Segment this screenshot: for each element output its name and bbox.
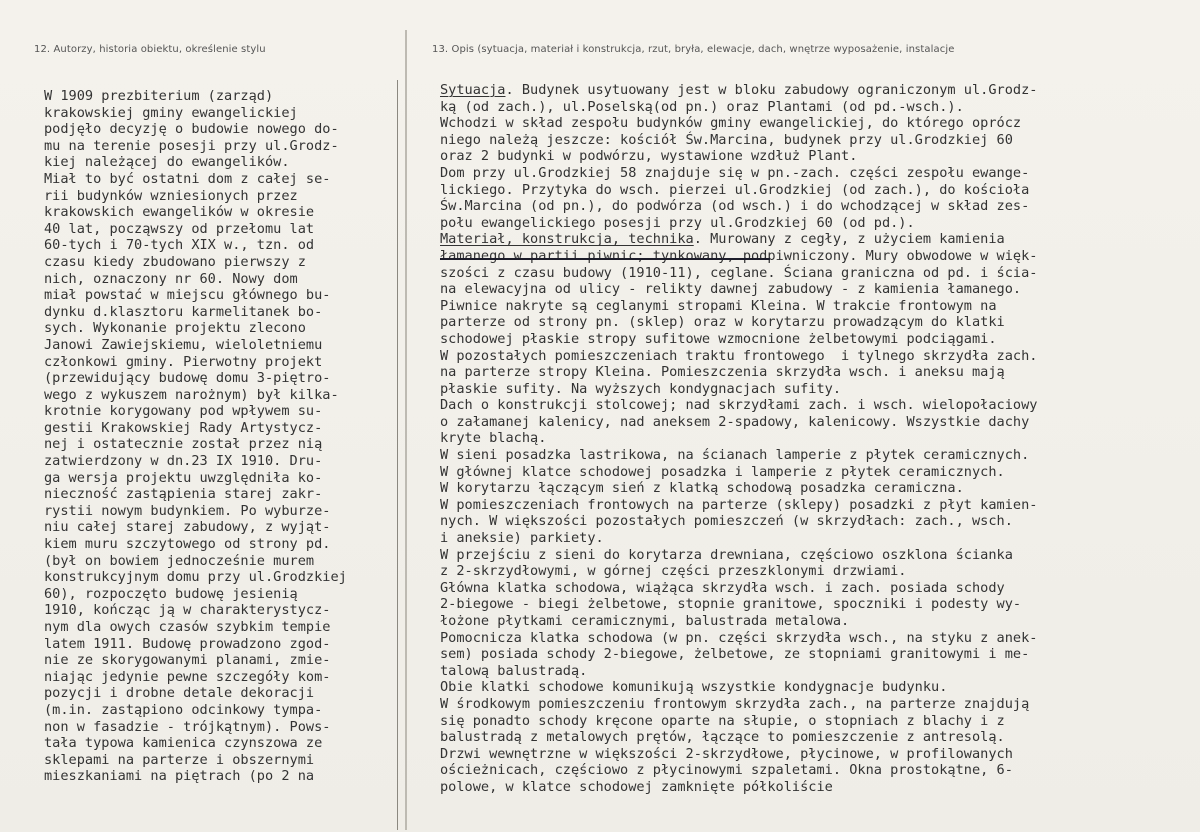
right-text-line: i aneksie) parkiety. — [440, 530, 604, 547]
right-text-line: Główna klatka schodowa, wiążąca skrzydła wsch. i zach. posiada schody — [440, 579, 1005, 596]
right-text-line: ościeżnicach, częściowo z płycinowymi szpaletami. Okna prostokątne, 6- — [440, 762, 1013, 779]
right-text-line: W środkowym pomieszczeniu frontowym skrzydła zach., na parterze znajdują — [440, 695, 1030, 712]
left-text-line: nieczność zastąpienia starej zakr- — [44, 486, 323, 503]
left-text-line: dynku d.klasztoru karmelitanek bo- — [44, 303, 323, 320]
right-text-line: ką (od zach.), ul.Poselską(od pn.) oraz Plantami (od pd.-wsch.). — [440, 98, 964, 115]
left-text-line: niu całej starej zabudowy, z wyjąt- — [44, 519, 331, 536]
right-text-line: parterze od strony pn. (sklep) oraz w korytarzu prowadzącym do klatki — [440, 314, 1005, 331]
right-text-line: sem) posiada schody 2-biegowe, żelbetowe, ze stopniami granitowymi i me- — [440, 646, 1030, 663]
left-text-line: latem 1911. Budowę prowadzono zgod- — [44, 635, 331, 652]
left-text-line: mu na terenie posesji przy ul.Grodz- — [44, 137, 339, 154]
column-divider — [405, 30, 407, 830]
right-text-line: schodowej płaskie stropy sufitowe wzmocnione żelbetowymi podciągami. — [440, 330, 997, 347]
right-text-line: Obie klatki schodowe komunikują wszystkie kondygnacje budynku. — [440, 679, 948, 696]
right-text-line: Piwnice nakryte są ceglanymi stropami Kleina. W trakcie frontowym na — [440, 297, 997, 314]
right-text-line: W korytarzu łączącym sień z klatką schodową posadzka ceramiczna. — [440, 480, 964, 497]
right-text-line: Św.Marcina (od pn.), do podwórza (od wsch.) i do wchodzącej w skład zes- — [440, 198, 1030, 215]
left-text-line: sych. Wykonanie projektu zlecono — [44, 320, 306, 337]
left-text-line: kiej należącej do ewangelików. — [44, 154, 290, 171]
left-text-line: konstrukcyjnym domu przy ul.Grodzkiej — [44, 569, 347, 586]
left-text-line: pozycji i drobne detale dekoracji — [44, 685, 315, 702]
left-text-line: (m.in. zastąpiono odcinkowy tympa- — [44, 701, 323, 718]
left-text-line: 60), rozpoczęto budowę jesienią — [44, 585, 298, 602]
right-text-line: lickiego. Przytyka do wsch. pierzei ul.Grodzkiej (od zach.), do kościoła — [440, 181, 1030, 198]
left-text-line: ga wersja projektu uwzględniła ko- — [44, 469, 323, 486]
left-text-line: tała typowa kamienica czynszowa ze — [44, 735, 323, 752]
right-text-line: na parterze stropy Kleina. Pomieszczenia skrzydła wsch. i aneksu mają — [440, 364, 1005, 381]
left-text-line: 1910, kończąc ją w charakterystycz- — [44, 602, 331, 619]
right-text-line: nych. W większości pozostałych pomieszczeń (w skrzydłach: zach., wsch. — [440, 513, 1013, 530]
right-text-line: W sieni posadzka lastrikowa, na ścianach lamperie z płytek ceramicznych. — [440, 447, 1030, 464]
right-text-line: 2-biegowe - biegi żelbetowe, stopnie granitowe, spoczniki i podesty wy- — [440, 596, 1022, 613]
right-text-line: W pozostałych pomieszczeniach traktu frontowego i tylnego skrzydła zach. — [440, 347, 1038, 364]
left-text-line: rii budynków wzniesionych przez — [44, 187, 298, 204]
right-text-line: na elewacyjna od ulicy - relikty dawnej zabudowy - z kamienia łamanego. — [440, 281, 1022, 298]
right-text-line: się ponadto schody kręcone oparte na słupie, o stopniach z blachy i z — [440, 712, 1005, 729]
left-text-line: (przewidujący budowę domu 3-piętro- — [44, 370, 331, 387]
right-text-line: W przejściu z sieni do korytarza drewniana, częściowo oszklona ścianka — [440, 546, 1013, 563]
right-text-line: płaskie sufity. Na wyższych kondygnacjach sufity. — [440, 380, 842, 397]
right-text-line: Dom przy ul.Grodzkiej 58 znajduje się w pn.-zach. części zespołu ewange- — [440, 164, 1030, 181]
left-text-line: krakowskich ewangelików w okresie — [44, 204, 315, 221]
left-text-line: krakowskiej gminy ewangelickiej — [44, 104, 298, 121]
right-text-line: balustradą z metalowych prętów, łączące to pomieszczenie z antresolą. — [440, 729, 1005, 746]
right-text-line: Wchodzi w skład zespołu budynków gminy ewangelickiej, do którego oprócz — [440, 115, 1022, 132]
left-text-line: Janowi Zawiejskiemu, wieloletniemu — [44, 336, 323, 353]
header-right: 13. Opis (sytuacja, materiał i konstrukcja, rzut, bryła, elewacje, dach, wnętrze wyposażenie, instalacje — [432, 44, 955, 55]
left-text-line: gestii Krakowskiej Rady Artystycz- — [44, 419, 323, 436]
right-text-line: łożone płytkami ceramicznymi, balustrada metalowa. — [440, 613, 850, 629]
right-text-line: kryte blachą. — [440, 430, 547, 447]
left-text-line: 40 lat, począwszy od przełomu lat — [44, 220, 315, 237]
left-text-line: wego z wykuszem narożnym) był kilka- — [44, 386, 339, 403]
left-text-line: kiem muru szczytowego od strony pd. — [44, 536, 331, 553]
right-text-line: połu ewangelickiego posesji przy ul.Grodzkiej 60 (od pd.). — [440, 214, 915, 231]
left-text-line: sklepami na parterze i obszernymi — [44, 751, 315, 768]
left-text-line: czasu kiedy zbudowano pierwszy z — [44, 253, 306, 270]
right-column-text — [440, 82, 1185, 796]
left-text-line: podjęło decyzję o budowie nowego do- — [44, 121, 339, 138]
left-text-line: miał powstać w miejscu głównego bu- — [44, 287, 331, 304]
right-text-line: Materiał, konstrukcja, technika. Murowany z cegły, z użyciem kamienia — [440, 231, 1005, 248]
header-left: 12. Autorzy, historia obiektu, określenie stylu — [34, 44, 266, 55]
right-text-line: Dach o konstrukcji stolcowej; nad skrzydłami zach. i wsch. wielopołaciowy — [440, 397, 1038, 414]
left-text-line: krotnie korygowany pod wpływem su- — [44, 403, 323, 420]
left-text-line: (był on bowiem jednocześnie murem — [44, 552, 315, 569]
right-text-line: szości z czasu budowy (1910-11), ceglane. Ściana graniczna od pd. i ścia- — [440, 264, 1038, 281]
left-text-line: non w fasadzie - trójkątnym). Pows- — [44, 718, 331, 735]
right-text-line: Drzwi wewnętrzne w większości 2-skrzydłowe, płycinowe, w profilowanych — [440, 745, 1013, 762]
left-text-line: 60-tych i 70-tych XIX w., tzn. od — [44, 237, 315, 254]
left-text-line: niając jedynie pewne szczegóły kom- — [44, 668, 331, 685]
pen-underline-mark — [440, 258, 770, 260]
left-text-line: mieszkaniami na piętrach (po 2 na — [44, 768, 315, 785]
right-text-line: W głównej klatce schodowej posadzka i lamperie z płytek ceramicznych. — [440, 463, 1005, 480]
right-text-line: łamanego w partii piwnic; tynkowany, podpiwniczony. Mury obwodowe w więk- — [440, 247, 1038, 264]
left-text-line: nej i ostatecznie został przez nią — [44, 436, 323, 453]
left-text-line: W 1909 prezbiterium (zarząd) — [44, 88, 274, 104]
left-text-line: nym dla owych czasów szybkim tempie — [44, 619, 331, 635]
right-text-line: Sytuacja. Budynek usytuowany jest w bloku zabudowy ograniczonym ul.Grodz- — [440, 82, 1038, 98]
right-text-line: Pomocnicza klatka schodowa (w pn. części skrzydła wsch., na styku z anek- — [440, 629, 1038, 646]
left-text-line: rystii nowym budynkiem. Po wyburze- — [44, 502, 331, 519]
right-text-line: o załamanej kalenicy, nad aneksem 2-spadowy, kalenicowy. Wszystkie dachy — [440, 413, 1030, 430]
section-heading: Materiał, konstrukcja, technika — [440, 231, 694, 248]
right-text-line: polowe, w klatce schodowej zamknięte półkoliście — [440, 778, 833, 795]
right-text-line: talową balustradą. — [440, 662, 588, 679]
right-text-line: z 2-skrzydłowymi, w górnej części przeszklonymi drzwiami. — [440, 563, 907, 580]
right-text-line: oraz 2 budynki w podwórzu, wystawione wzdłuż Plant. — [440, 148, 858, 165]
column-guide-line — [397, 80, 398, 830]
section-heading: Sytuacja — [440, 82, 506, 98]
left-text-line: nich, oznaczony nr 60. Nowy dom — [44, 270, 298, 287]
left-column-text — [44, 88, 394, 785]
right-text-line: niego należą jeszcze: kościół Św.Marcina, budynek przy ul.Grodzkiej 60 — [440, 131, 1013, 148]
left-text-line: nie ze skorygowanymi planami, zmie- — [44, 652, 331, 669]
left-text-line: Miał to być ostatni dom z całej se- — [44, 170, 331, 187]
left-text-line: członkowi gminy. Pierwotny projekt — [44, 353, 323, 370]
left-text-line: zatwierdzony w dn.23 IX 1910. Dru- — [44, 453, 323, 470]
right-text-line: W pomieszczeniach frontowych na parterze (sklepy) posadzki z płyt kamien- — [440, 496, 1038, 513]
